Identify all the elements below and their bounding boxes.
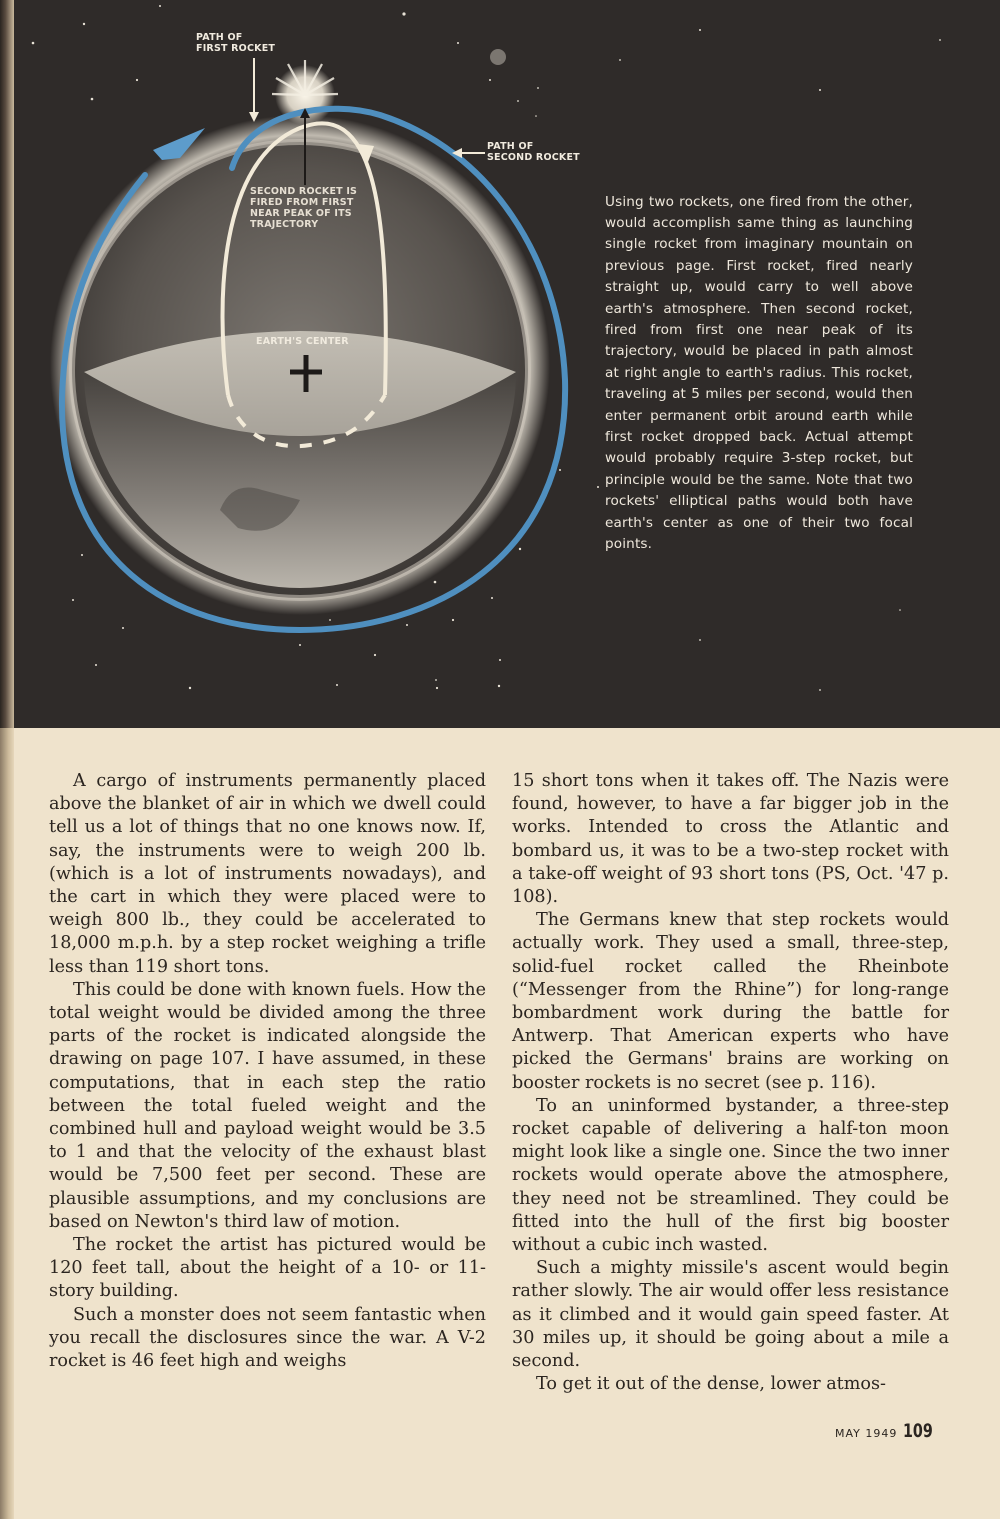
issue-date: MAY 1949 — [835, 1427, 898, 1440]
paragraph: To get it out of the dense, lower atmos- — [536, 1374, 887, 1395]
label-line: PATH OF — [196, 32, 243, 43]
paragraph: Such a mighty missile's ascent would begin rather slowly. The air would offer less resistance as it climbed and it would gain speed faster. At 30 miles up, it should be going about a mile a second. — [512, 1258, 949, 1372]
label-path-of-second-rocket — [487, 141, 580, 163]
paragraph: The rocket the artist has pictured would be 120 feet tall, about the height of a 10- or 11-story building. — [49, 1235, 486, 1302]
label-second-rocket-fired — [250, 186, 357, 230]
label-path-of-first-rocket — [196, 32, 275, 54]
label-earths-center: EARTH'S CENTER — [256, 336, 349, 347]
article-column-right — [512, 770, 949, 1396]
label-line: PATH OF — [487, 141, 534, 152]
paragraph: The Germans knew that step rockets would actually work. They used a small, three-step, solid-fuel rocket called the Rheinbote (“Messenger from the Rhine”) for long-range bombardment work during the battle for Antwerp. That American experts who have picked the Germans' brains are working on booster rockets is no secret (see p. 116). — [512, 910, 949, 1093]
paragraph: This could be done with known fuels. How the total weight would be divided among the three parts of the rocket is indicated alongside the drawing on page 107. I have assumed, in these computations, that in each step the ratio between the total fueled weight and the combined hull and payload weight would be 3.5 to 1 and that the velocity of the exhaust blast would be 7,500 feet per second. These are plausible assumptions, and my conclusions are based on Newton's third law of motion. — [49, 979, 486, 1232]
label-line: FIRST ROCKET — [196, 43, 276, 54]
page-gutter-lower — [0, 728, 14, 1519]
distant-star-glow — [490, 49, 506, 65]
label-line: SECOND ROCKET IS — [250, 186, 358, 197]
label-line: NEAR PEAK OF ITS — [250, 208, 352, 219]
page-number: 109 — [903, 1420, 934, 1442]
folio — [835, 1420, 943, 1442]
label-line: SECOND ROCKET — [487, 152, 580, 163]
illustration-caption: Using two rockets, one fired from the other, would accomplish same thing as launching single rocket from imaginary mountain on previous page. First rocket, fired nearly straight up, would carry to well above earth's atmosphere. Then second rocket, fired from first one near peak of its trajectory, would be placed in path almost at right angle to earth's radius. This rocket, traveling at 5 miles per second, would then enter permanent orbit around earth while first rocket dropped back. Actual attempt would probably require 3-step rocket, but principle would be the same. Note that two rockets' elliptical paths would both have earth's center as one of their two focal points. — [605, 193, 913, 553]
label-line: TRAJECTORY — [250, 219, 319, 230]
paragraph: A cargo of instruments permanently placed above the blanket of air in which we dwell could tell us a lot of things that no one knows now. If, say, the instruments were to weigh 200 lb. (which is a lot of instruments nowadays), and the cart in which they were placed were to weigh 800 lb., they could be accelerated to 18,000 m.p.h. by a step rocket weighing a trifle less than 119 short tons. — [49, 771, 486, 977]
orbit-illustration — [0, 0, 1000, 728]
paragraph: To an uninformed bystander, a three-step rocket capable of delivering a half-ton moon might look like a single one. Since the two inner rockets would operate above the atmosphere, they need not be streamlined. They could be fitted into the hull of the first big booster without a cubic inch wasted. — [512, 1095, 949, 1256]
paragraph: Such a monster does not seem fantastic when you recall the disclosures since the war. A V-2 rocket is 46 feet high and weighs — [49, 1304, 486, 1372]
paragraph-continuation: 15 short tons when it takes off. The Nazis were found, however, to have a far bigger job in the works. Intended to cross the Atlantic and bombard us, it was to be a two-step rocket with a take-off weight of 93 short tons (PS, Oct. '47 p. 108). — [512, 771, 949, 908]
label-line: FIRED FROM FIRST — [250, 197, 354, 208]
article-column-left — [49, 770, 486, 1373]
